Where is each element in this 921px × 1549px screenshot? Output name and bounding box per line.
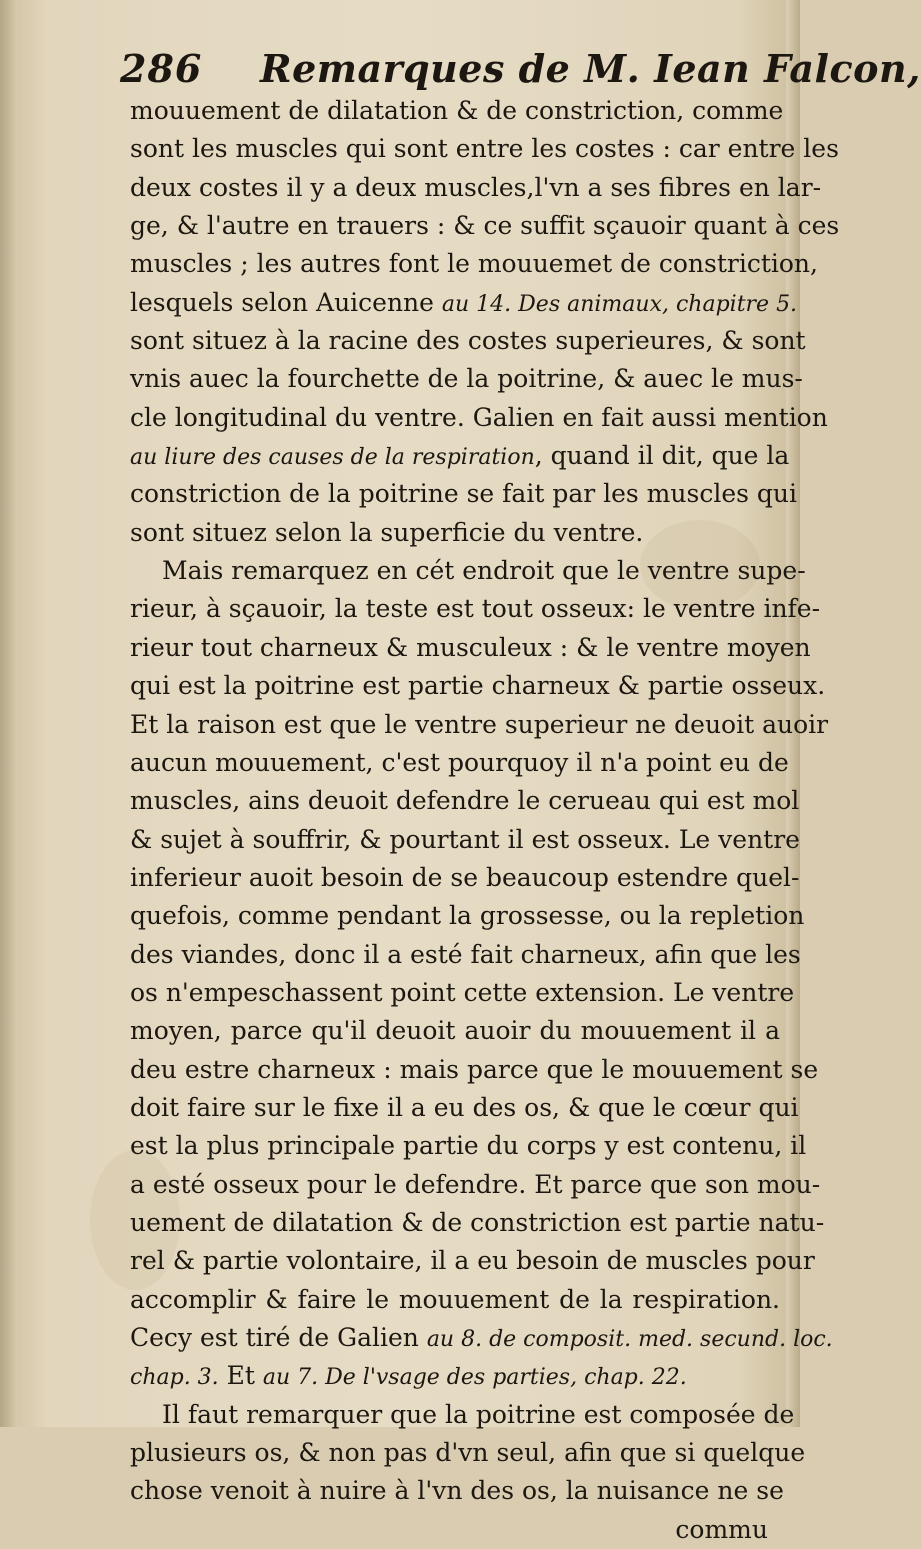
page-header	[112, 46, 921, 94]
text-line	[130, 936, 801, 974]
line-text: qui est la poitrine est partie charneux & partie osseux.	[130, 671, 826, 701]
text-line	[130, 1127, 807, 1165]
line-text: uement de dilatation & de constriction est partie natu-	[130, 1207, 825, 1237]
line-text: inferieur auoit besoin de se beaucoup estendre quel-	[130, 862, 800, 892]
line-text: deux costes il y a deux muscles,l'vn a ses fibres en lar-	[130, 172, 822, 202]
line-text: Cecy est tiré de Galien	[130, 1323, 427, 1352]
line-text: deu estre charneux : mais parce que le mouuement se	[130, 1054, 819, 1084]
text-line	[130, 1396, 795, 1434]
text-line	[130, 1051, 819, 1089]
text-line	[130, 552, 806, 590]
catchword	[130, 1511, 780, 1549]
text-line	[130, 1166, 821, 1204]
text-line	[130, 514, 780, 552]
text-line	[130, 897, 805, 935]
text-line	[130, 475, 797, 513]
text-line	[130, 667, 826, 705]
italic-citation: chap. 3.	[130, 1365, 219, 1391]
line-text: aucun mouuement, c'est pourquoy il n'a point eu de	[130, 747, 789, 777]
running-title: Remarques de M. Iean Falcon,	[260, 46, 921, 91]
line-text: a esté osseux pour le defendre. Et parce que son mou-	[130, 1169, 821, 1199]
text-line	[130, 360, 803, 398]
line-text: cle longitudinal du ventre. Galien en fait aussi mention	[130, 402, 828, 432]
line-text: doit faire sur le fixe il a eu des os, & que le cœur qui	[130, 1092, 799, 1122]
line-text: os n'empeschassent point cette extension. Le ventre	[130, 977, 795, 1007]
text-line	[130, 169, 822, 207]
text-line	[130, 821, 800, 859]
line-text: Et	[218, 1361, 263, 1391]
text-line	[130, 1281, 780, 1319]
line-text: sont les muscles qui sont entre les costes : car entre les	[130, 134, 839, 164]
text-line	[130, 1242, 815, 1280]
line-text: sont situez à la racine des costes superieures, & sont	[130, 326, 806, 356]
text-line	[130, 1012, 780, 1050]
line-text: accomplir & faire le mouuement de la respiration.	[130, 1284, 780, 1314]
text-line	[130, 974, 795, 1012]
text-line	[130, 706, 829, 744]
line-text: chose venoit à nuire à l'vn des os, la nuisance ne se	[130, 1476, 784, 1506]
text-line	[130, 1204, 825, 1242]
text-line	[130, 859, 800, 897]
line-text: lesquels selon Auicenne	[130, 287, 442, 317]
line-text: , quand il dit, que la	[534, 441, 790, 471]
line-text: moyen, parce qu'il deuoit auoir du mouuement il a	[130, 1016, 780, 1046]
line-text: constriction de la poitrine se fait par les muscles qui	[130, 479, 797, 509]
line-text: muscles ; les autres font le mouuemet de constriction,	[130, 249, 818, 279]
text-line	[130, 399, 828, 437]
body-text	[130, 92, 840, 1549]
text-line	[130, 1472, 784, 1510]
line-text: sont situez selon la superficie du ventre.	[130, 517, 644, 547]
text-line	[130, 629, 811, 667]
line-text: des viandes, donc il a esté fait charneux, afin que les	[130, 939, 801, 969]
line-text: mouuement de dilatation & de constriction, comme	[130, 96, 784, 125]
line-text: commu	[675, 1514, 768, 1544]
line-text: muscles, ains deuoit defendre le cerueau qui est mol	[130, 786, 800, 816]
text-line	[130, 1357, 780, 1395]
line-text: rieur, à sçauoir, la teste est tout osseux: le ventre infe-	[130, 594, 821, 624]
text-line	[130, 1319, 833, 1357]
line-text: quefois, comme pendant la grossesse, ou la repletion	[130, 901, 805, 931]
text-line	[130, 744, 789, 782]
text-line	[130, 284, 798, 322]
italic-citation: au liure des causes de la respiration	[130, 445, 535, 471]
line-text: Et la raison est que le ventre superieur ne deuoit auoir	[130, 709, 829, 739]
line-text: vnis auec la fourchette de la poitrine, & auec le mus-	[130, 364, 803, 394]
page-binding-edge	[0, 0, 18, 1427]
line-text: Il faut remarquer que la poitrine est composée de	[162, 1399, 795, 1429]
text-line	[130, 207, 840, 245]
text-line	[130, 437, 790, 475]
line-text: plusieurs os, & non pas d'vn seul, afin que si quelque	[130, 1438, 806, 1468]
line-text: rieur tout charneux & musculeux : & le ventre moyen	[130, 632, 811, 662]
italic-citation: au 7. De l'vsage des parties, chap. 22.	[262, 1365, 687, 1391]
text-line	[130, 322, 806, 360]
page-number: 286	[120, 46, 203, 91]
line-text: Mais remarquez en cét endroit que le ventre supe-	[162, 556, 806, 586]
text-line	[130, 130, 839, 168]
line-text: est la plus principale partie du corps y est contenu, il	[130, 1131, 807, 1161]
text-line	[130, 245, 818, 283]
line-text: ge, & l'autre en trauers : & ce suffit sçauoir quant à ces	[130, 211, 840, 241]
text-line	[130, 1089, 799, 1127]
text-line	[130, 92, 784, 130]
line-text: rel & partie volontaire, il a eu besoin de muscles pour	[130, 1246, 815, 1276]
text-line	[130, 1434, 806, 1472]
italic-citation: au 14. Des animaux, chapitre 5.	[441, 291, 798, 317]
italic-citation: au 8. de composit. med. secund. loc.	[426, 1327, 833, 1352]
line-text: & sujet à souffrir, & pourtant il est osseux. Le ventre	[130, 824, 800, 854]
text-line	[130, 782, 800, 820]
text-line	[130, 590, 821, 628]
